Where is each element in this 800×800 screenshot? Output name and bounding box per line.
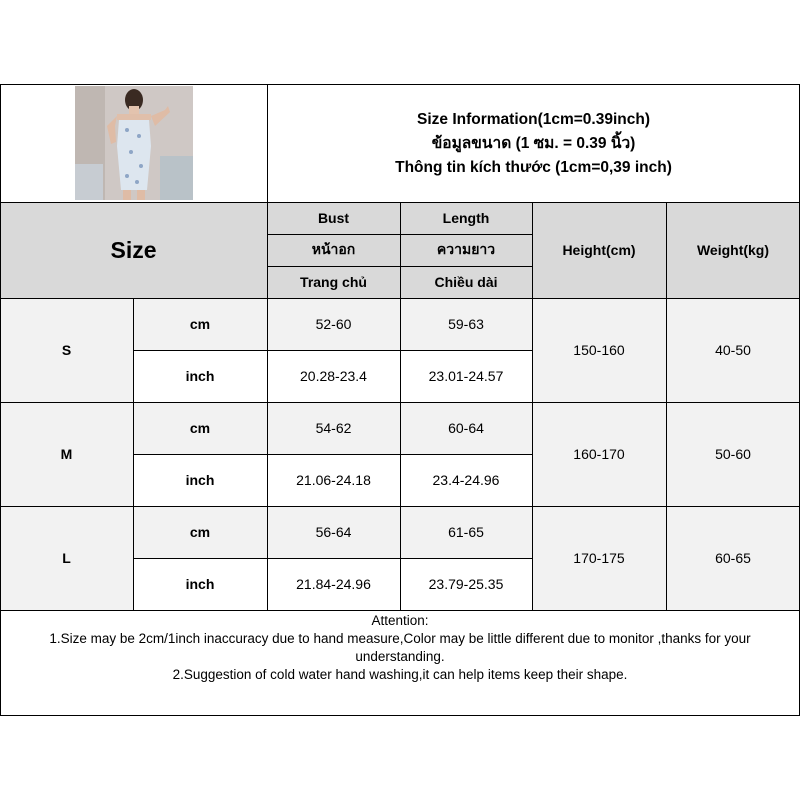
product-photo [75,86,193,200]
size-l-cm-label: cm [133,506,267,558]
border-l-mid [133,558,532,559]
size-l-height: 170-175 [532,506,666,610]
size-m-bust-inch: 21.06-24.18 [267,454,400,506]
size-s-inch-label: inch [133,350,267,402]
border-m-mid [133,454,532,455]
bust-header-en: Bust [267,202,400,234]
bust-header-th: หน้าอก [267,234,400,266]
attention-heading: Attention: [371,613,429,628]
attention-notes [2,612,798,684]
size-m-bust-cm: 54-62 [267,402,400,454]
border-top [0,84,800,85]
border-l-bottom [0,610,800,611]
size-m-label: M [0,402,133,506]
size-s-height: 150-160 [532,298,666,402]
border-s-mid [133,350,532,351]
size-s-bust-cm: 52-60 [267,298,400,350]
border-col-height [532,202,533,610]
title-thai: ข้อมูลขนาด (1 ซม. = 0.39 นิ้ว) [431,134,636,152]
border-bottom [0,715,800,716]
height-header: Height(cm) [532,202,666,298]
border-col-weight [666,202,667,610]
size-l-label: L [0,506,133,610]
size-l-length-cm: 61-65 [400,506,532,558]
size-l-bust-inch: 21.84-24.96 [267,558,400,610]
length-header-en: Length [400,202,532,234]
border-left [0,84,1,716]
size-l-inch-label: inch [133,558,267,610]
title-vietnamese: Thông tin kích thước (1cm=0,39 inch) [395,158,672,176]
dress-illustration [75,86,193,200]
weight-header: Weight(kg) [666,202,800,298]
title-english: Size Information(1cm=0.39inch) [417,110,650,128]
size-m-length-cm: 60-64 [400,402,532,454]
length-header-th: ความยาว [400,234,532,266]
border-col-bust [267,84,268,610]
attention-note-1: 1.Size may be 2cm/1inch inaccuracy due to hand measure,Color may be little different due to monitor ,thanks for your [49,631,751,646]
border-col-length [400,202,401,610]
attention-note-1-cont: understanding. [355,649,445,664]
size-l-bust-cm: 56-64 [267,506,400,558]
size-m-length-inch: 23.4-24.96 [400,454,532,506]
size-s-length-cm: 59-63 [400,298,532,350]
size-l-length-inch: 23.79-25.35 [400,558,532,610]
size-s-bust-inch: 20.28-23.4 [267,350,400,402]
size-m-inch-label: inch [133,454,267,506]
size-m-height: 160-170 [532,402,666,506]
size-s-length-inch: 23.01-24.57 [400,350,532,402]
size-s-cm-label: cm [133,298,267,350]
size-s-weight: 40-50 [666,298,800,402]
size-header: Size [0,202,267,298]
size-m-cm-label: cm [133,402,267,454]
size-l-weight: 60-65 [666,506,800,610]
size-information-title [267,85,800,202]
size-m-weight: 50-60 [666,402,800,506]
attention-note-2: 2.Suggestion of cold water hand washing,it can help items keep their shape. [172,667,628,682]
length-header-vi: Chiều dài [400,266,532,298]
bust-header-vi: Trang chủ [267,266,400,298]
border-col-unit [133,298,134,610]
size-s-label: S [0,298,133,402]
